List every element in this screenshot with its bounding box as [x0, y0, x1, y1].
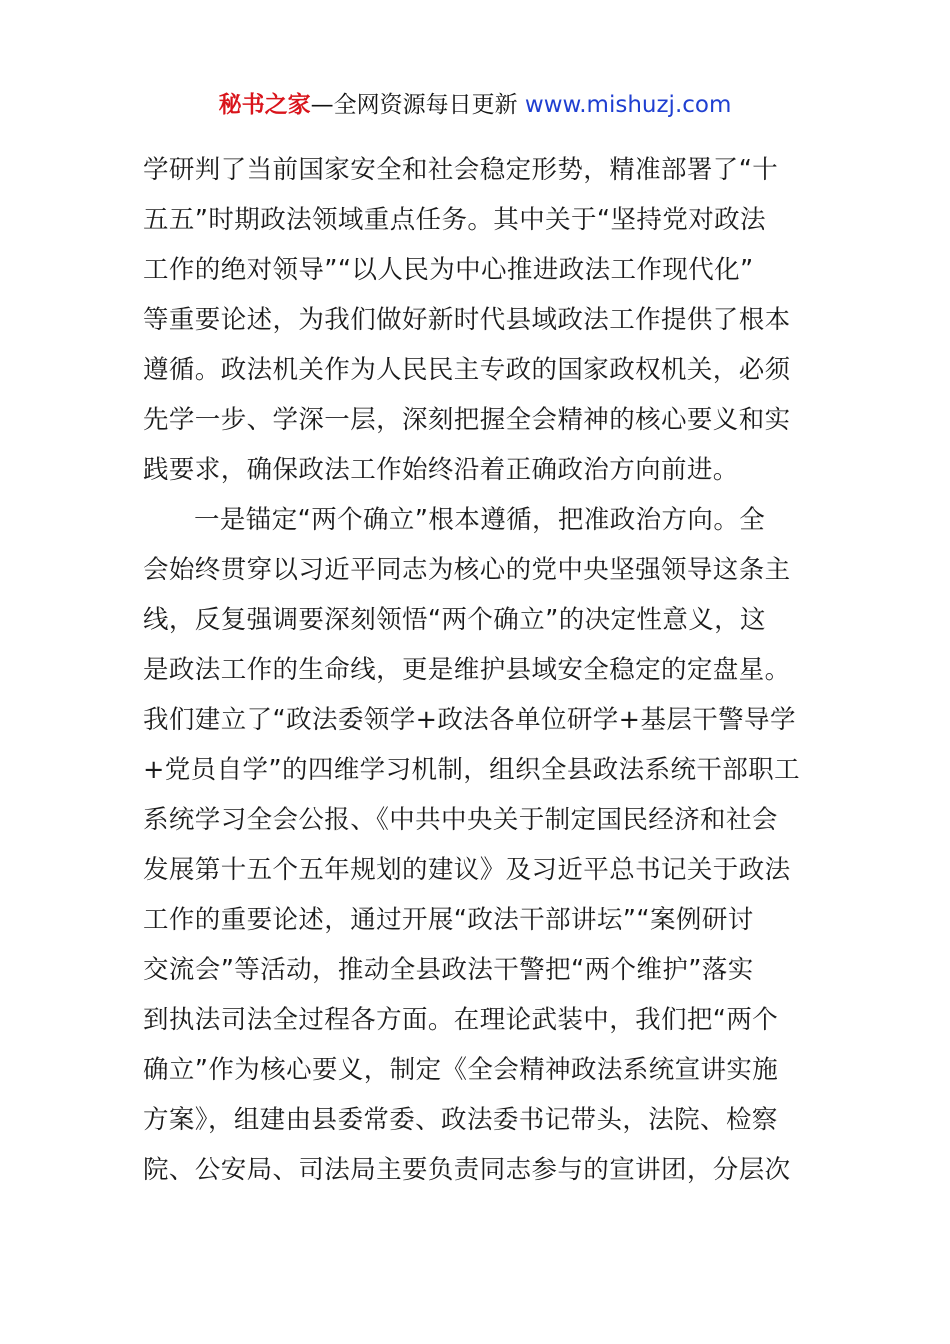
text-line: 交流会”等活动，推动全县政法干警把“两个维护”落实 — [143, 955, 754, 985]
text-line: 是政法工作的生命线，更是维护县域安全稳定的定盘星。 — [143, 655, 791, 685]
site-tagline: —全网资源每日更新 — [310, 92, 525, 118]
text-line: 系统学习全会公报、《中共中央关于制定国民经济和社会 — [143, 805, 778, 835]
text-line: 践要求，确保政法工作始终沿着正确政治方向前进。 — [143, 455, 739, 485]
text-line: +党员自学”的四维学习机制，组织全县政法系统干部职工 — [143, 755, 800, 785]
text-line: 线，反复强调要深刻领悟“两个确立”的决定性意义，这 — [143, 605, 766, 635]
text-line: 工作的重要论述，通过开展“政法干部讲坛”“案例研讨 — [143, 905, 754, 935]
text-line: 遵循。政法机关作为人民民主专政的国家政权机关，必须 — [143, 355, 791, 385]
text-line: 等重要论述，为我们做好新时代县域政法工作提供了根本 — [143, 305, 791, 335]
site-url[interactable]: www.mishuzj.com — [524, 92, 732, 118]
text-line: 到执法司法全过程各方面。在理论武装中，我们把“两个 — [143, 1005, 779, 1035]
text-line: 发展第十五个五年规划的建议》及习近平总书记关于政法 — [143, 855, 791, 885]
text-line: 工作的绝对领导”“以人民为中心推进政法工作现代化” — [143, 255, 754, 285]
text-line: 学研判了当前国家安全和社会稳定形势，精准部署了“十 — [143, 155, 779, 185]
text-line: 方案》，组建由县委常委、政法委书记带头，法院、检察 — [143, 1105, 778, 1135]
text-line: 会始终贯穿以习近平同志为核心的党中央坚强领导这条主 — [143, 555, 791, 585]
paragraph-start-line: 一是锚定“两个确立”根本遵循，把准政治方向。全 — [194, 505, 766, 535]
site-brand: 秘书之家 — [218, 92, 311, 118]
page-header — [0, 88, 950, 122]
text-line: 我们建立了“政法委领学+政法各单位研学+基层干警导学 — [143, 705, 796, 735]
text-line: 五五”时期政法领域重点任务。其中关于“坚持党对政法 — [143, 205, 766, 235]
document-body — [143, 145, 807, 1195]
text-line: 确立”作为核心要义，制定《全会精神政法系统宣讲实施 — [143, 1055, 779, 1085]
text-line: 院、公安局、司法局主要负责同志参与的宣讲团，分层次 — [143, 1155, 791, 1185]
text-line: 先学一步、学深一层，深刻把握全会精神的核心要义和实 — [143, 405, 791, 435]
